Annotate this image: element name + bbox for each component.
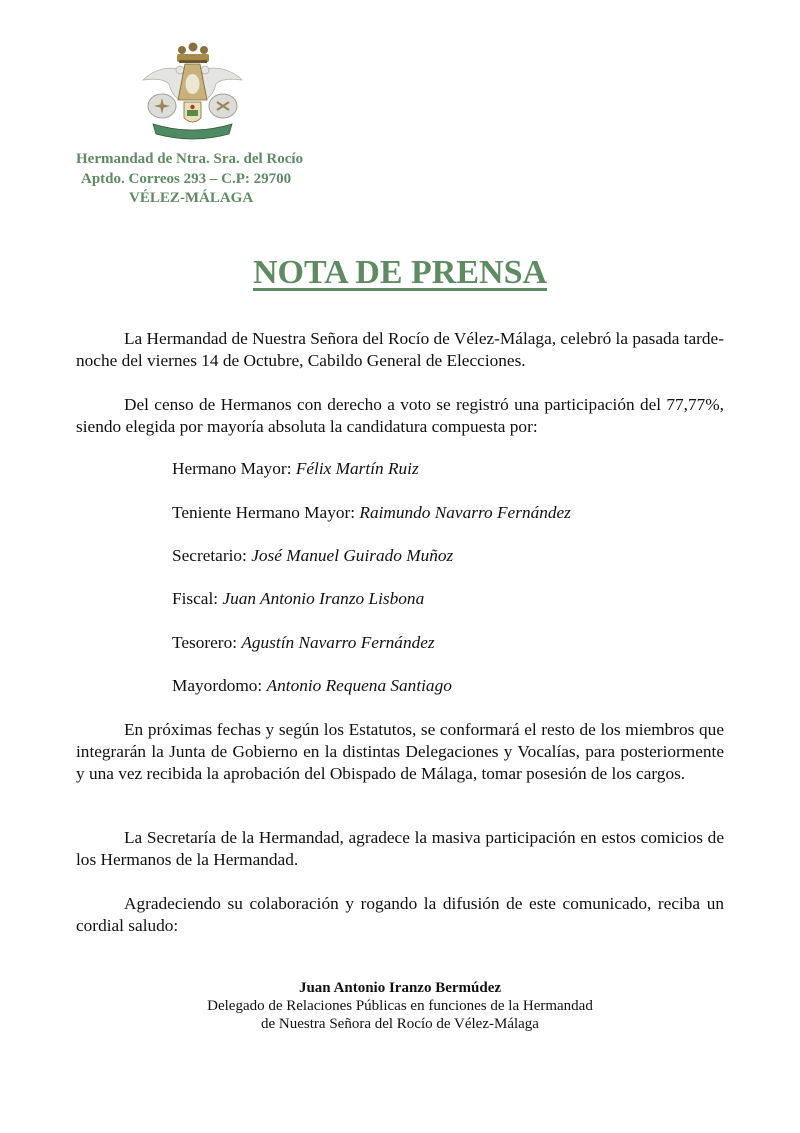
- page-title: NOTA DE PRENSA: [252, 254, 548, 291]
- candidate-row: Teniente Hermano Mayor: Raimundo Navarro Fernández: [172, 503, 571, 522]
- signature-title-line1: Delegado de Relaciones Públicas en funciones de la Hermandad: [207, 998, 593, 1014]
- paragraph-participation: Del censo de Hermanos con derecho a voto se registró una participación del 77,77%, siendo elegida por mayoría absoluta la candidatura compuesta por:: [76, 395, 724, 436]
- signature-title-line2: de Nuestra Señora del Rocío de Vélez-Málaga: [261, 1016, 539, 1032]
- candidate-row: Hermano Mayor: Félix Martín Ruiz: [172, 459, 419, 478]
- paragraph-intro: La Hermandad de Nuestra Señora del Rocío de Vélez-Málaga, celebró la pasada tarde-noche del viernes 14 de Octubre, Cabildo General de Elecciones.: [76, 329, 724, 370]
- org-address: Aptdo. Correos 293 – C.P: 29700: [81, 171, 292, 187]
- banner-ribbon-icon: [153, 124, 232, 139]
- paragraph-closing: Agradeciendo su colaboración y rogando la difusión de este comunicado, reciba un cordial saludo:: [76, 894, 724, 935]
- candidate-row: Tesorero: Agustín Navarro Fernández: [172, 633, 435, 652]
- candidate-row: Fiscal: Juan Antonio Iranzo Lisbona: [172, 589, 425, 608]
- org-city: VÉLEZ-MÁLAGA: [129, 190, 254, 206]
- paragraph-next-steps: En próximas fechas y según los Estatutos, se conformará el resto de los miembros que integrarán la Junta de Gobierno en la distintas Delegaciones y Vocalías, para posteriormente y una vez recibida la aprobación del Obispado de Málaga, tomar posesión de los cargos.: [76, 720, 724, 783]
- paragraph-thanks: La Secretaría de la Hermandad, agradece la masiva participación en estos comicios de los Hermanos de la Hermandad.: [76, 828, 724, 869]
- candidate-row: Mayordomo: Antonio Requena Santiago: [172, 676, 452, 695]
- signature-name: Juan Antonio Iranzo Bermúdez: [298, 980, 502, 996]
- candidate-row: Secretario: José Manuel Guirado Muñoz: [172, 546, 454, 565]
- coat-of-arms-emblem: [135, 40, 250, 145]
- org-name: Hermandad de Ntra. Sra. del Rocío: [76, 151, 304, 167]
- crown-icon: [177, 43, 209, 64]
